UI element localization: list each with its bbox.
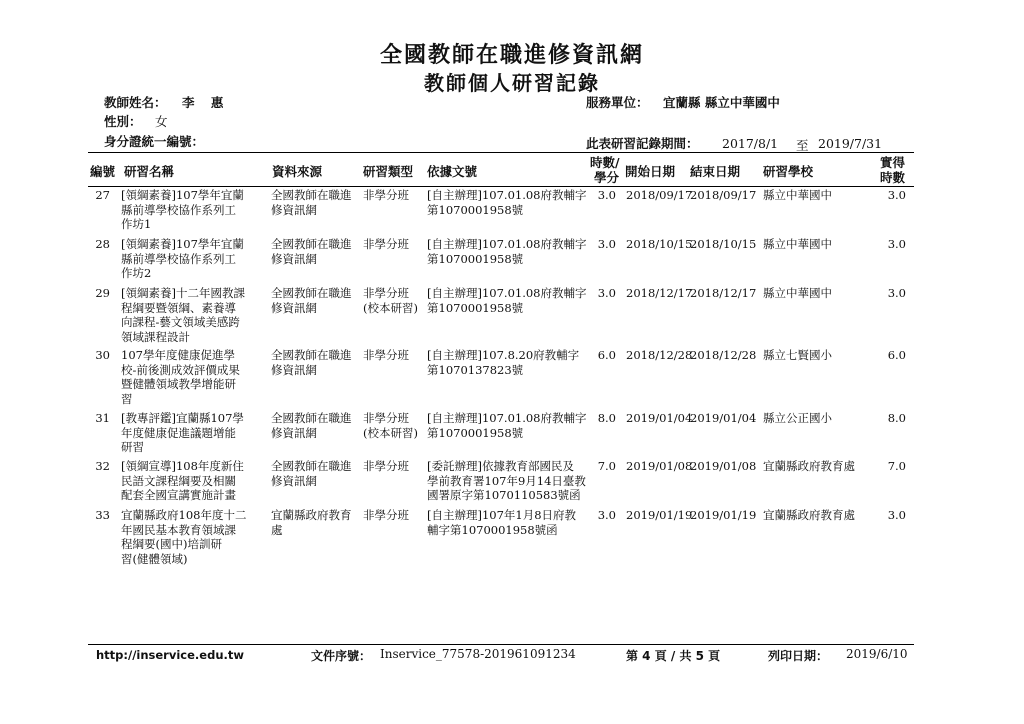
row-start-date: 2019/01/04 <box>626 411 693 425</box>
teacher-name-value: 李 惠 <box>182 95 230 110</box>
row-source-line: 全國教師在職進 <box>271 237 352 251</box>
row-source-line: 處 <box>271 522 283 537</box>
row-doc <box>427 286 587 315</box>
teacher-name-label: 教師姓名： <box>104 95 167 110</box>
row-name-line: 縣前導學校協作系列工 <box>121 202 236 217</box>
col-start: 開始日期 <box>625 164 676 179</box>
table-top-rule <box>88 152 914 153</box>
row-no: 33 <box>95 508 110 522</box>
doc-number-value: Inservice_77578-201961091234 <box>380 647 576 661</box>
row-actual-hours: 8.0 <box>887 411 906 425</box>
row-no: 30 <box>95 348 110 362</box>
row-actual-hours: 6.0 <box>887 348 906 362</box>
row-hours: 3.0 <box>597 508 616 522</box>
row-school: 宜蘭縣政府教育處 <box>763 459 855 473</box>
row-source-line: 修資訊網 <box>271 300 317 315</box>
row-name-line: 宜蘭縣政府108年度十二 <box>121 508 247 522</box>
row-source-line: 修資訊網 <box>271 473 317 488</box>
row-name-line: 習(健體領域) <box>121 551 188 566</box>
row-end-date: 2019/01/04 <box>690 411 757 425</box>
row-actual-hours: 3.0 <box>887 508 906 522</box>
row-type-line: 非學分班 <box>363 459 409 473</box>
doc-number-label: 文件序號： <box>311 649 372 663</box>
row-doc-line: [自主辦理]107.01.08府教輔字 <box>427 237 587 251</box>
row-doc-line: 學前教育署107年9月14日臺教 <box>427 473 586 488</box>
row-doc-line: [自主辦理]107.01.08府教輔字 <box>427 188 587 202</box>
row-doc-line: 第1070001958號 <box>427 202 524 217</box>
row-name-line: 年國民基本教育領域課 <box>121 522 236 537</box>
page-indicator: 第 4 頁 / 共 5 頁 <box>626 649 721 663</box>
col-source: 資料來源 <box>272 164 323 179</box>
col-end: 結束日期 <box>690 164 741 179</box>
row-name-line: 107學年度健康促進學 <box>121 348 235 362</box>
row-name-line: 向課程-藝文領域美感跨 <box>121 315 240 329</box>
row-name-line: 配套全國宣講實施計畫 <box>121 488 236 502</box>
row-source-line: 全國教師在職進 <box>271 286 352 300</box>
row-name-line: 習 <box>121 391 133 406</box>
row-type-line: 非學分班 <box>363 411 409 425</box>
row-name-line: 研習 <box>121 440 144 454</box>
row-doc <box>427 459 587 503</box>
row-start-date: 2018/12/28 <box>626 348 693 362</box>
gender-value: 女 <box>155 114 168 129</box>
print-date-label: 列印日期： <box>768 649 829 663</box>
row-hours: 3.0 <box>597 286 616 300</box>
row-name-line: 領域課程設計 <box>121 329 190 344</box>
row-doc <box>427 188 587 217</box>
row-source <box>271 188 361 217</box>
page-title: 全國教師在職進修資訊網 <box>379 42 644 68</box>
row-doc-line: [自主辦理]107年1月8日府教 <box>427 508 577 522</box>
row-doc-line: [自主辦理]107.01.08府教輔字 <box>427 411 587 425</box>
row-start-date: 2019/01/19 <box>626 508 693 522</box>
period-start: 2017/8/1 <box>722 136 779 151</box>
row-start-date: 2019/01/08 <box>626 459 693 473</box>
col-actual-2: 時數 <box>880 170 906 185</box>
col-doc: 依據文號 <box>427 164 478 179</box>
row-name-line: 縣前導學校協作系列工 <box>121 251 236 266</box>
row-type <box>363 188 428 203</box>
row-doc <box>427 508 587 537</box>
row-name-line: 年度健康促進議題增能 <box>121 425 236 440</box>
row-doc-line: [委託辦理]依據教育部國民及 <box>427 459 574 473</box>
row-doc <box>427 411 587 440</box>
row-source-line: 全國教師在職進 <box>271 411 352 425</box>
page-subtitle: 教師個人研習記錄 <box>424 71 600 95</box>
row-school: 縣立中華國中 <box>763 188 832 202</box>
row-name <box>121 188 261 232</box>
row-name <box>121 508 261 566</box>
row-source-line: 修資訊網 <box>271 251 317 266</box>
col-no: 編號 <box>90 164 116 179</box>
row-name <box>121 459 261 503</box>
row-type-line: 非學分班 <box>363 237 409 251</box>
row-type <box>363 508 428 523</box>
row-name-line: 作坊1 <box>121 217 152 231</box>
row-type <box>363 411 428 440</box>
row-doc-line: [自主辦理]107.8.20府教輔字 <box>427 348 580 362</box>
row-name-line: 程綱要(國中)培訓研 <box>121 537 222 551</box>
row-name-line: [領綱素養]十二年國教課 <box>121 286 245 300</box>
row-source-line: 全國教師在職進 <box>271 188 352 202</box>
col-name: 研習名稱 <box>124 164 175 179</box>
row-name-line: 程綱要暨領綱、素養導 <box>121 300 236 315</box>
row-actual-hours: 3.0 <box>887 188 906 202</box>
row-source-line: 全國教師在職進 <box>271 348 352 362</box>
row-start-date: 2018/09/17 <box>626 188 693 202</box>
row-end-date: 2018/09/17 <box>690 188 757 202</box>
row-actual-hours: 7.0 <box>887 459 906 473</box>
col-actual-1: 實得 <box>880 155 906 170</box>
row-source <box>271 237 361 266</box>
row-source <box>271 508 361 537</box>
row-source <box>271 459 361 488</box>
row-no: 27 <box>95 188 110 202</box>
gender-label: 性別： <box>104 114 142 129</box>
row-type <box>363 237 428 252</box>
row-school: 縣立中華國中 <box>763 237 832 251</box>
row-end-date: 2018/12/17 <box>690 286 757 300</box>
row-doc-line: [自主辦理]107.01.08府教輔字 <box>427 286 587 300</box>
row-name-line: [領綱宣導]108年度新住 <box>121 459 244 473</box>
row-name-line: [教專評鑑]宜蘭縣107學 <box>121 411 244 425</box>
service-unit-label: 服務單位： <box>586 95 649 110</box>
row-doc-line: 第1070001958號 <box>427 425 524 440</box>
table-header-rule <box>88 186 914 187</box>
row-no: 31 <box>95 411 110 425</box>
col-hours-2: 學分 <box>594 170 620 185</box>
row-end-date: 2018/12/28 <box>690 348 757 362</box>
row-doc <box>427 237 587 266</box>
row-doc-line: 第1070001958號 <box>427 251 524 266</box>
row-no: 29 <box>95 286 110 300</box>
row-source-line: 宜蘭縣政府教育 <box>271 508 352 522</box>
period-to: 至 <box>796 138 809 153</box>
row-doc-line: 輔字第1070001958號函 <box>427 522 558 537</box>
col-school: 研習學校 <box>763 164 814 179</box>
row-name-line: 民語文課程綱要及相關 <box>121 473 236 488</box>
row-end-date: 2018/10/15 <box>690 237 757 251</box>
row-name <box>121 411 261 455</box>
row-no: 28 <box>95 237 110 251</box>
row-no: 32 <box>95 459 110 473</box>
row-name-line: [領綱素養]107學年宜蘭 <box>121 237 244 251</box>
row-start-date: 2018/12/17 <box>626 286 693 300</box>
row-hours: 8.0 <box>597 411 616 425</box>
row-name <box>121 286 261 344</box>
row-actual-hours: 3.0 <box>887 286 906 300</box>
row-source-line: 全國教師在職進 <box>271 459 352 473</box>
col-hours-1: 時數/ <box>590 155 620 170</box>
row-source <box>271 348 361 377</box>
row-name-line: 校-前後測成效評價成果 <box>121 362 240 377</box>
site-url-link[interactable]: http://inservice.edu.tw <box>96 648 244 662</box>
row-type-line: 非學分班 <box>363 348 409 362</box>
record-period-label: 此表研習記錄期間： <box>586 136 699 151</box>
row-type <box>363 459 428 474</box>
row-hours: 3.0 <box>597 188 616 202</box>
row-source-line: 修資訊網 <box>271 202 317 217</box>
id-number-label: 身分證統一編號： <box>104 134 205 149</box>
row-name-line: 暨健體領域教學增能研 <box>121 377 236 391</box>
row-type-line: 非學分班 <box>363 508 409 522</box>
row-type-line: (校本研習) <box>363 300 418 315</box>
row-school: 縣立公正國小 <box>763 411 832 425</box>
row-school: 縣立七賢國小 <box>763 348 832 362</box>
print-date-value: 2019/6/10 <box>846 647 908 661</box>
row-type-line: (校本研習) <box>363 425 418 440</box>
row-school: 宜蘭縣政府教育處 <box>763 508 855 522</box>
row-type <box>363 348 428 363</box>
row-hours: 3.0 <box>597 237 616 251</box>
service-unit-value: 宜蘭縣 縣立中華國中 <box>663 95 780 110</box>
row-source <box>271 411 361 440</box>
row-name-line: 作坊2 <box>121 266 152 280</box>
row-source <box>271 286 361 315</box>
period-end: 2019/7/31 <box>818 136 883 151</box>
row-start-date: 2018/10/15 <box>626 237 693 251</box>
row-doc-line: 第1070001958號 <box>427 300 524 315</box>
footer-rule <box>88 644 914 645</box>
row-type <box>363 286 428 315</box>
row-end-date: 2019/01/19 <box>690 508 757 522</box>
row-doc <box>427 348 587 377</box>
row-hours: 6.0 <box>597 348 616 362</box>
row-name <box>121 348 261 406</box>
row-actual-hours: 3.0 <box>887 237 906 251</box>
row-doc-line: 國署原字第1070110583號函 <box>427 488 581 502</box>
row-type-line: 非學分班 <box>363 286 409 300</box>
row-end-date: 2019/01/08 <box>690 459 757 473</box>
row-name <box>121 237 261 281</box>
row-hours: 7.0 <box>597 459 616 473</box>
row-name-line: [領綱素養]107學年宜蘭 <box>121 188 244 202</box>
row-source-line: 修資訊網 <box>271 425 317 440</box>
row-school: 縣立中華國中 <box>763 286 832 300</box>
row-source-line: 修資訊網 <box>271 362 317 377</box>
row-doc-line: 第1070137823號 <box>427 362 524 377</box>
row-type-line: 非學分班 <box>363 188 409 202</box>
col-type: 研習類型 <box>363 164 414 179</box>
